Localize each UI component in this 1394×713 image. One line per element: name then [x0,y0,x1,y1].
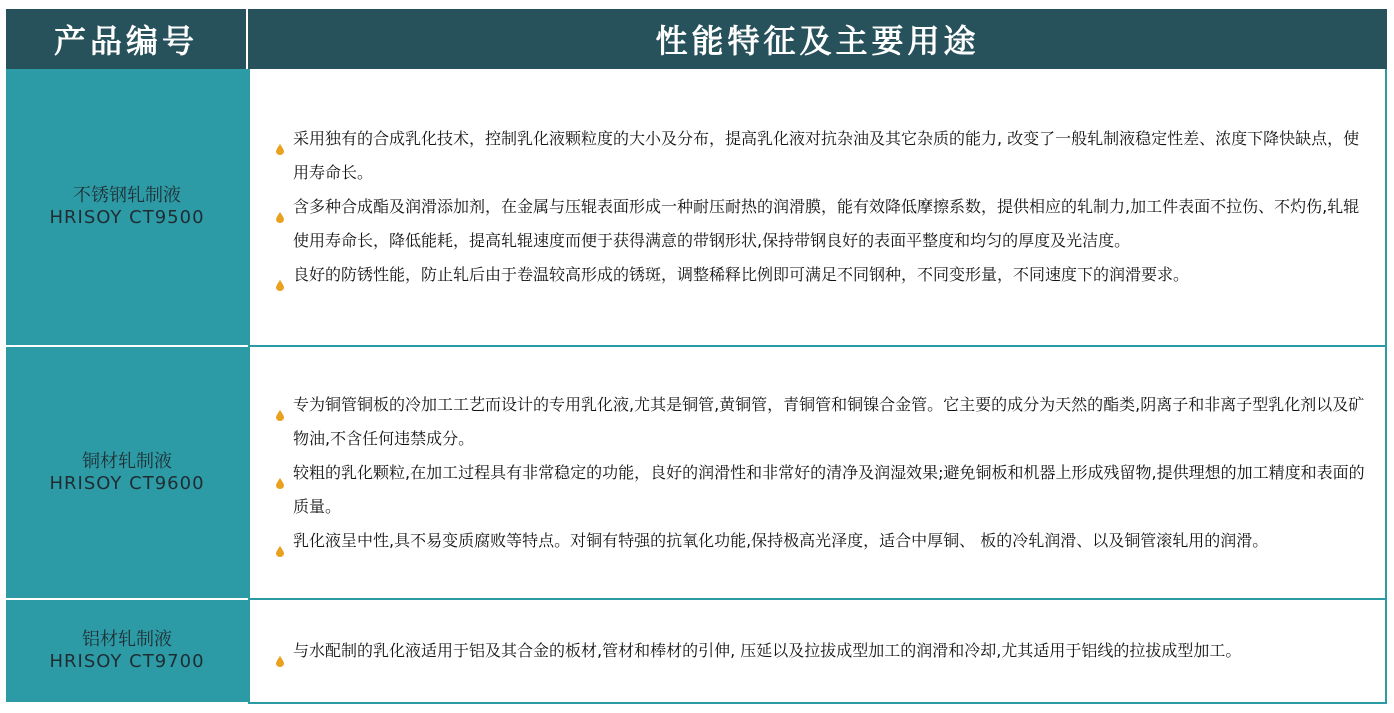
oil-drop-icon [276,133,284,144]
product-name: 铝材轧制液 [82,629,172,650]
feature-text: 较粗的乳化颗粒,在加工过程具有非常稳定的功能，良好的润滑性和非常好的清净及润湿效果;避免铜板和机器上形成残留物,提供理想的加工精度和表面的质量。 [293,462,1365,516]
feature-bullet [276,258,1365,292]
feature-text: 采用独有的合成乳化技术，控制乳化液颗粒度的大小及分布，提高乳化液对抗杂油及其它杂质的能力, 改变了一般轧制液稳定性差、浓度下降快缺点，使用寿命长。 [293,129,1360,182]
product-name: 不锈钢轧制液 [73,185,181,206]
product-table [6,9,1387,704]
product-code: HRISOY CT9600 [49,472,205,494]
header-product-number: 产品编号 [6,9,248,69]
header-features-uses: 性能特征及主要用途 [248,9,1387,69]
product-code: HRISOY CT9500 [49,207,205,228]
oil-drop-icon [276,201,284,212]
feature-cell [248,347,1387,600]
feature-bullet [276,190,1365,258]
feature-cell [248,69,1387,347]
product-name: 铜材轧制液 [82,450,172,472]
feature-bullet [276,456,1365,524]
product-cell [6,600,248,704]
feature-cell [248,600,1387,704]
feature-text: 专为铜管铜板的冷加工工艺而设计的专用乳化液,尤其是铜管,黄铜管，青铜管和铜镍合金管。它主要的成分为天然的酯类,阴离子和非离子型乳化剂以及矿物油,不含任何违禁成分。 [293,394,1365,448]
oil-drop-icon [276,467,284,478]
product-cell [6,347,248,600]
feature-text: 含多种合成酯及润滑添加剂，在金属与压辊表面形成一种耐压耐热的润滑膜，能有效降低摩擦系数，提供相应的轧制力,加工件表面不拉伤、不灼伤,轧辊使用寿命长，降低能耗，提高轧辊速度而便于获得满意的带钢形状,保持带钢良好的表面平整度和均匀的厚度及光洁度。 [293,197,1360,250]
oil-drop-icon [276,645,284,656]
oil-drop-icon [276,535,284,546]
feature-bullet [276,122,1365,190]
oil-drop-icon [276,399,284,410]
product-code: HRISOY CT9700 [49,651,205,672]
product-cell [6,69,248,347]
feature-bullet [276,634,1365,668]
feature-text: 良好的防锈性能，防止轧后由于卷温较高形成的锈斑，调整稀释比例即可满足不同钢种，不同变形量，不同速度下的润滑要求。 [293,265,1190,284]
feature-text: 乳化液呈中性,具不易变质腐败等特点。对铜有特强的抗氧化功能,保持极高光泽度，适合中厚铜、 板的冷轧润滑、以及铜管滚轧用的润滑。 [293,530,1269,550]
oil-drop-icon [276,269,284,280]
feature-bullet [276,388,1365,456]
feature-text: 与水配制的乳化液适用于铝及其合金的板材,管材和棒材的引伸, 压延以及拉拔成型加工的润滑和冷却,尤其适用于铝线的拉拔成型加工。 [293,641,1242,660]
feature-bullet [276,524,1365,558]
